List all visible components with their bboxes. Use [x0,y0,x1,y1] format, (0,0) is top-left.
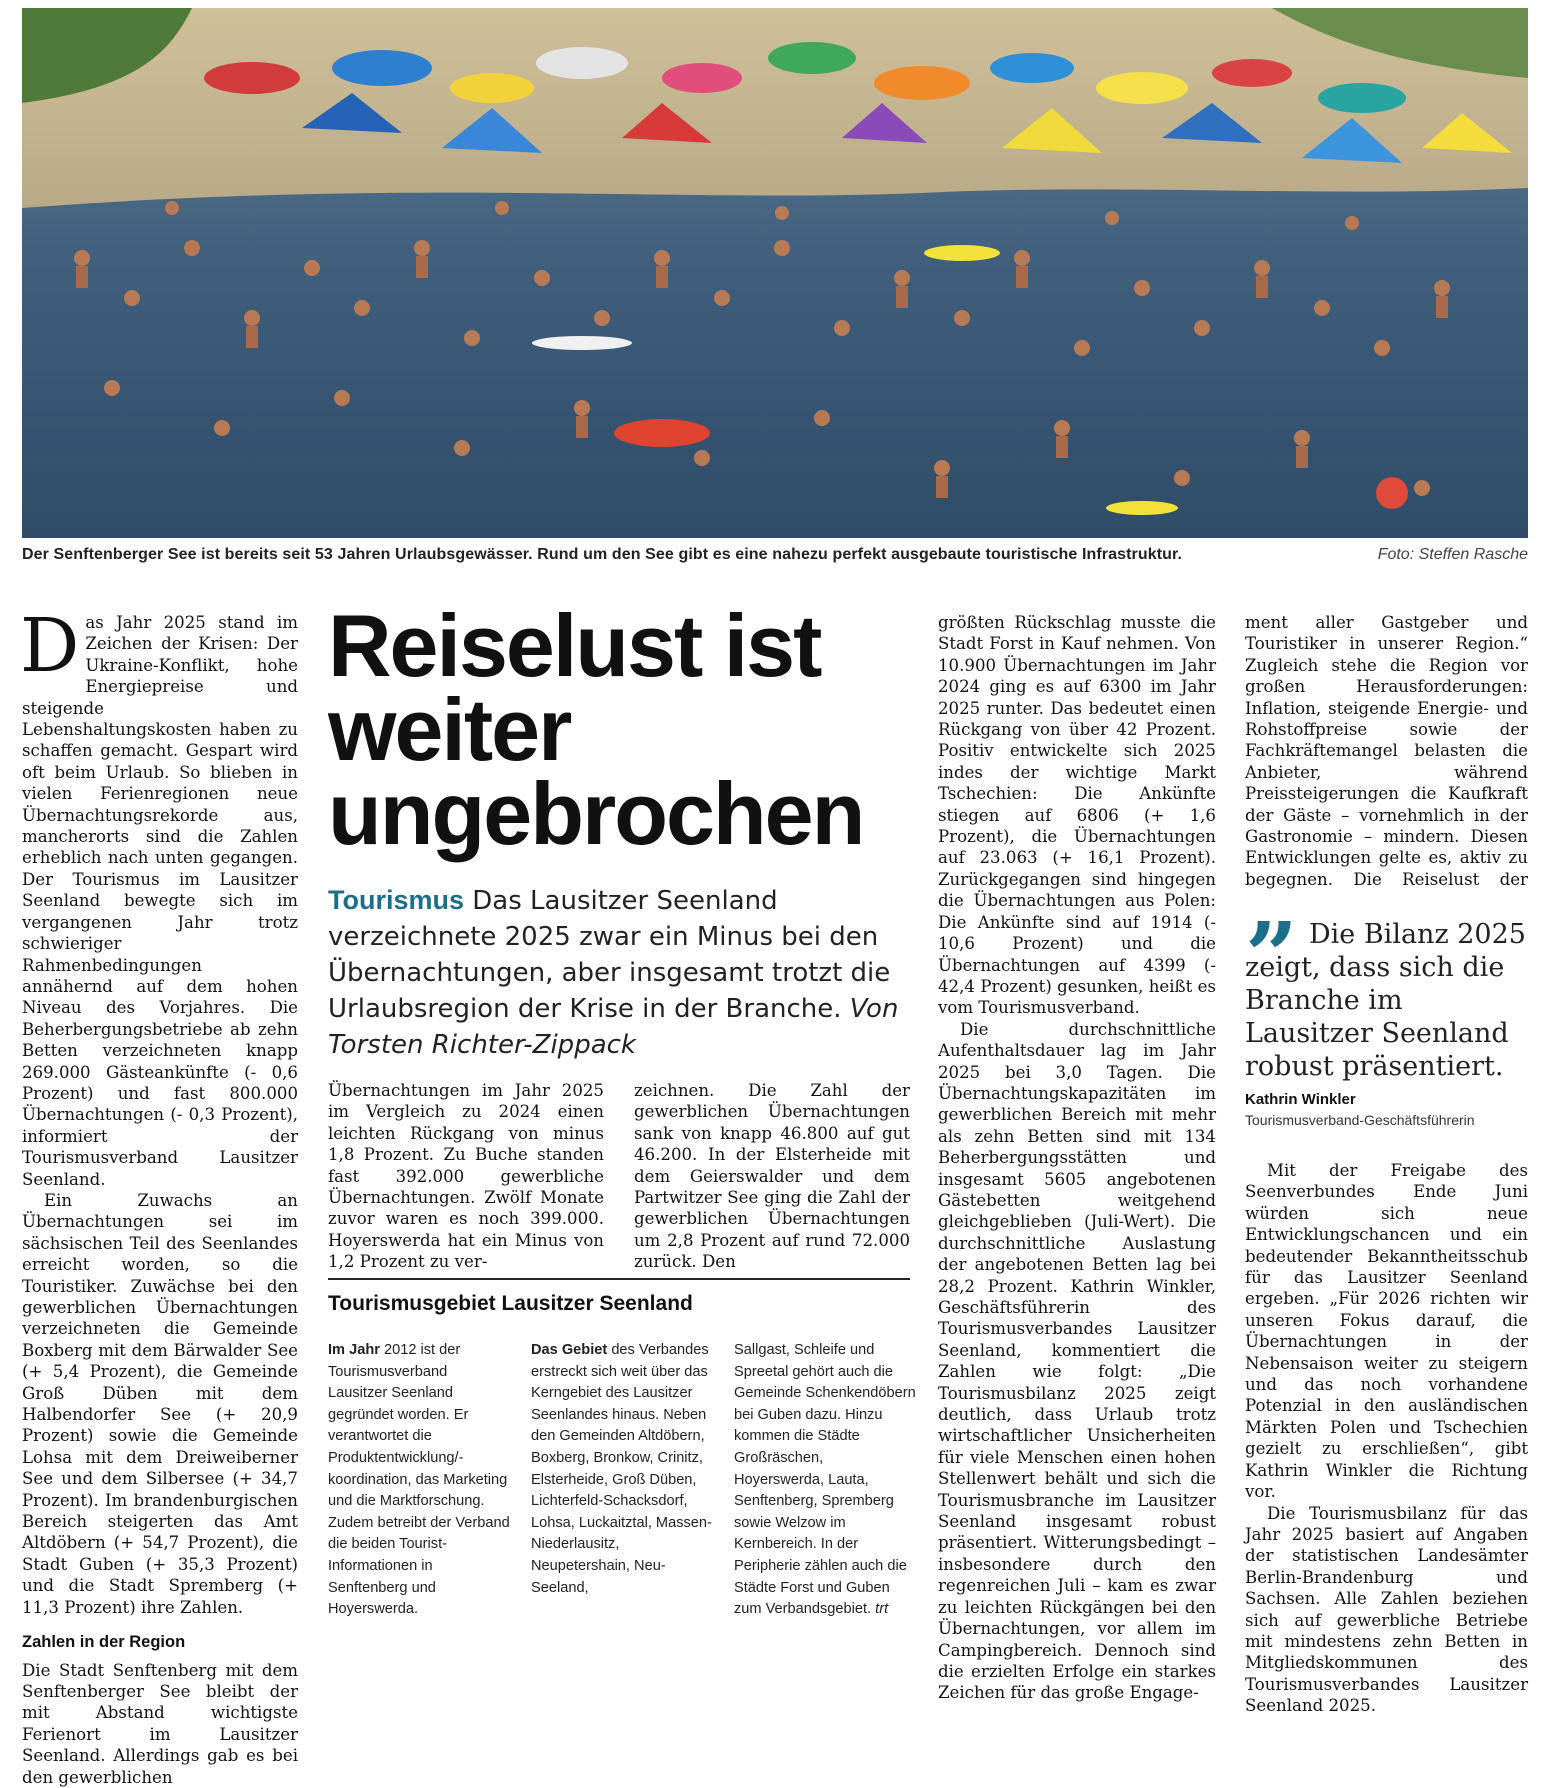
info-lead: Im Jahr [328,1342,380,1358]
info-lead: Das Gebiet [531,1342,608,1358]
article-column-4 [938,612,1216,1704]
info-box-title: Tourismusgebiet Lausitzer Seenland [328,1292,693,1315]
paragraph: Ein Zuwachs an Übernachtungen sei im sächsischen Teil des Seenlandes erreicht worden, so die Touristiker. Zuwächse bei den gewerblichen Übernachtungen verzeichneten die Gemeinde Boxberg mit dem Bärwalder See (+ 5,4 Prozent), die Gemeinde Groß Düben mit dem Halbendorfer See (+ 20,9 Prozent) sowie die Gemeinde Lohsa mit dem Dreiweiberner See und dem Silbersee (+ 34,7 Prozent). Im brandenburgischen Bereich steigerten das Amt Altdöbern (+ 54,7 Prozent), die Stadt Guben (+ 35,3 Prozent) und die Stadt Spremberg (+ 11,3 Prozent) ihre Zahlen. [22,1190,298,1617]
paragraph: größten Rückschlag musste die Stadt Forst in Kauf nehmen. Von 10.900 Übernachtungen im Jahr 2024 ging es auf 6300 im Jahr 2025 runter. Das bedeutet einen Rückgang von über 42 Prozent. Positiv entwickelte sich 2025 indes der wichtige Markt Tschechien: Die Ankünfte stiegen auf 6806 (+ 1,6 Prozent), die Übernachtungen auf 23.063 (+ 16,1 Prozent). Zurückgegangen sind hingegen die Übernachtungen aus Polen: Die Ankünfte sind auf 1914 (- 10,6 Prozent) und die Übernachtungen auf 4399 (- 42,4 Prozent) gesunken, heißt es vom Tourismusverband. [938,613,1216,1018]
quote-author-role: Tourismusverband-Geschäftsführerin [1245,1112,1475,1128]
quote-text: Die Bilanz 2025 zeigt, dass sich die Branche im Lausitzer Seenland robust präsentiert. [1245,919,1526,1082]
paragraph: Mit der Freigabe des Seenverbundes Ende Juni würden sich neue Entwicklungschancen und ein bedeutender Bekanntheitsschub für das Lausitzer Seenland ergeben. „Für 2026 richten wir unseren Fokus darauf, die Übernachtungen in der Nebensaison weiter zu steigern und das noch vorhandene Potenzial in den ausländischen Märkten Polen und Tschechien gezielt zu erschließen“, gibt Kathrin Winkler die Richtung vor. [1245,1161,1528,1502]
photo-credit: Foto: Steffen Rasche [1377,546,1528,563]
kicker: Tourismus [328,885,465,915]
article-column-1 [20,603,298,1788]
paragraph: Die Tourismusbilanz für das Jahr 2025 basiert auf Angaben der statistischen Landesämter Berlin-Brandenburg und Sachsen. Alle Zahlen beziehen sich auf gewerbliche Betriebe mit mindestens zehn Betten in Mitgliedskommunen des Tourismusverbandes Lausitzer Seenland 2025. [1245,1503,1528,1716]
photo-caption: Der Senftenberger See ist bereits seit 53 Jahren Urlaubsgewässer. Rund um den See gibt es eine nahezu perfekt ausgebaute touristische Infrastruktur. [22,546,1183,563]
lead-text: as Jahr 2025 stand im Zeichen der Krisen: Der Ukraine-Konflikt, hohe Energiepreise und steigende Lebenshaltungskosten haben zu schaffen gemacht. Gespart wird oft beim Urlaub. So blieben in vielen Ferienregionen neue Übernachtungsrekorde aus, mancherorts sind die Zahlen erheblich nach unten gegangen. Der Tourismus im Lausitzer Seenland bewegte sich im vergangenen Jahr trotz schwieriger Rahmenbedingungen annähernd auf dem hohen Niveau des Vorjahres. Die Beherbergungsbetriebe ab zehn Betten verzeichneten knapp 269.000 Gästeankünfte (- 0,6 Prozent) und fast 800.000 Übernachtungen (- 0,3 Prozent), informiert der Tourismusverband Lausitzer Seenland. [22,613,298,1189]
dropcap: D [20,603,80,689]
lead-paragraph [20,603,298,1190]
paragraph: Die Stadt Senftenberg mit dem Senftenberger See bleibt der mit Abstand wichtigste Ferienort im Lausitzer Seenland. Allerdings gab es bei den gewerblichen [22,1660,298,1787]
info-box-column-2 [531,1340,713,1599]
info-box [328,1278,916,1640]
deck-text: Das Lausitzer Seenland verzeichnete 2025 zwar ein Minus bei den Übernachtungen, aber insgesamt trotzt die Urlaubsregion der Krise in der Branche. [328,886,891,1024]
paragraph: Übernachtungen im Jahr 2025 im Vergleich zu 2024 einen leichten Rückgang von minus 1,8 Prozent. Zu Buche standen fast 392.000 gewerbliche Übernachtungen. Zwölf Monate zuvor waren es noch 399.000. Hoyerswerda hat ein Minus von 1,2 Prozent zu ver- [328,1081,604,1272]
article-column-5-lower [1245,1160,1528,1717]
info-text: Sallgast, Schleife und Spreetal gehört auch die Gemeinde Schenkendöbern bei Guben dazu. Hinzu kommen die Städte Großräschen, Hoyerswerda, Lauta, Senftenberg, Spremberg sowie Welzow im Kernbereich. In der Peripherie zählen auch die Städte Forst und Guben zum Verbandsgebiet. [734,1342,916,1618]
paragraph: ment aller Gastgeber und Touristiker in unserer Region.“ Zugleich stehe die Region vor großen Herausforderungen: Inflation, steigende Energie- und Rohstoffpreise sowie der Fachkräftemangel belasten die Anbieter, während Preissteigerungen die Kaufkraft der Gäste – vornehmlich in der Gastronomie – mindern. Diesen Entwicklungen gelte es, aktiv zu begegnen. Die Reiselust der [1245,613,1528,889]
headline: Reiselust ist weiter ungebrochen [328,596,864,863]
pull-quote [1245,902,1528,1128]
info-text: des Verbandes erstreckt sich weit über das Kerngebiet des Lausitzer Seenlandes hinaus. Neben den Gemeinden Altdöbern, Boxberg, Bronkow, Crinitz, Elsterheide, Groß Düben, Lichterfeld-Schacksdorf, Lohsa, Luckaitztal, Massen-Niederlausitz, Neupetershain, Neu-Seeland, [531,1342,712,1596]
paragraph: Die durchschnittliche Aufenthaltsdauer lag im Jahr 2025 bei 3,0 Tagen. Die Übernachtungskapazitäten im gewerblichen Bereich mit mehr als zehn Betten sind mit 134 Beherbergungsstätten und insgesamt 5605 angebotenen Gästebetten weitgehend gleichgeblieben (Juli-Wert). Die durchschnittliche Auslastung der angebotenen Betten lag bei 28,2 Prozent. Kathrin Winkler, Geschäftsführerin des Tourismusverbandes Lausitzer Seenland, kommentiert die Zahlen wie folgt: „Die Tourismusbilanz 2025 zeigt deutlich, dass Urlaub trotz wirtschaftlicher Unsicherheiten für viele Menschen einen hohen Stellenwert behält und sich die Tourismusbranche im Lausitzer Seenland insgesamt robust präsentiert. Witterungsbedingt – insbesondere durch den regenreichen Juli – kam es zwar zu leichten Rückgängen bei den Übernachtungen, vor allem im Campingbereich. Dennoch sind die erzielten Erfolge ein starkes Zeichen für das große Engage- [938,1019,1216,1703]
quote-mark-icon: ” [1245,902,1298,1010]
article-column-2 [328,1080,604,1273]
info-signature: trt [875,1601,889,1618]
beach-lake-image [22,8,1528,538]
info-text: 2012 ist der Tourismusverband Lausitzer Seenland gegründet worden. Er verantwortet die Produktentwicklung/-koordination, das Marketing und die Marktforschung. Zudem betreibt der Verband die beiden Tourist-Informationen in Senftenberg und Hoyerswerda. [328,1342,510,1618]
photo-caption-bar [22,546,1528,570]
info-box-column-3 [734,1340,916,1621]
paragraph: zeichnen. Die Zahl der gewerblichen Übernachtungen sank von knapp 46.800 auf gut 46.200. In der Elsterheide mit dem Geierswalder und dem Partwitzer See ging die Zahl der gewerblichen Übernachtungen um 2,8 Prozent auf rund 72.000 zurück. Den [634,1081,910,1272]
article-column-3 [634,1080,910,1273]
byline: Von Torsten Richter-Zippack [328,994,899,1060]
subheading: Zahlen in der Region [22,1633,186,1652]
quote-author: Kathrin Winkler [1245,1091,1356,1108]
article-column-5 [1245,612,1528,892]
lake-photo [22,8,1528,538]
info-box-column-1 [328,1340,510,1621]
article-deck [328,882,918,1063]
